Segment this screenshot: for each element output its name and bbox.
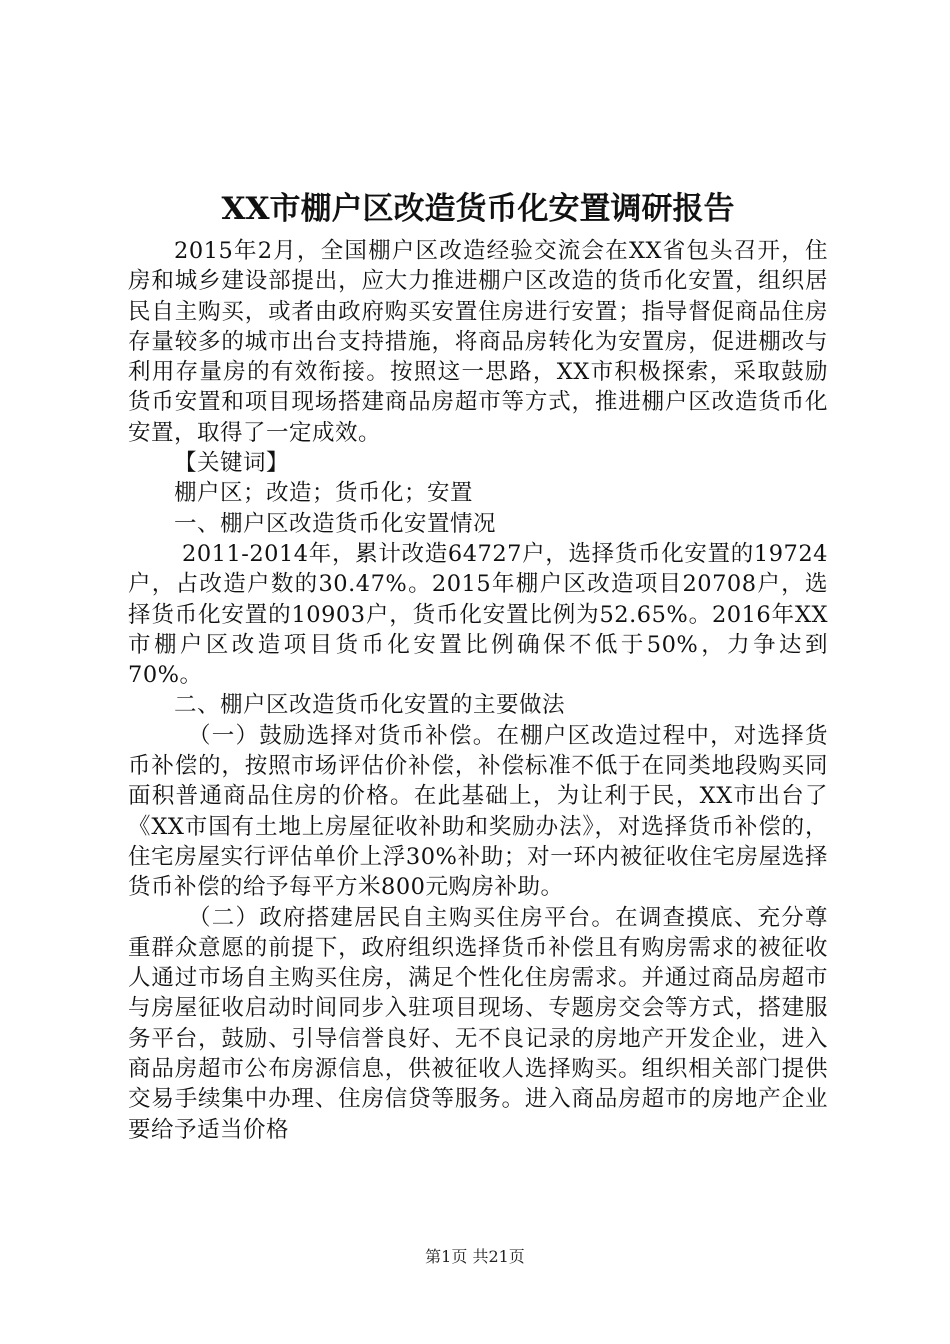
- section-2-item-2: （二）政府搭建居民自主购买住房平台。在调查摸底、充分尊重群众意愿的前提下，政府组织选择货币补偿且有购房需求的被征收人通过市场自主购买住房，满足个性化住房需求。并通过商品房超市与房屋征收启动时间同步入驻项目现场、专题房交会等方式，搭建服务平台，鼓励、引导信誉良好、无不良记录的房地产开发企业，进入商品房超市公布房源信息，供被征收人选择购买。组织相关部门提供交易手续集中办理、住房信贷等服务。进入商品房超市的房地产企业要给予适当价格: [128, 904, 828, 1143]
- section-1-paragraph: 2011-2014年，累计改造64727户，选择货币化安置的19724户，占改造户数的30.47%。2015年棚户区改造项目20708户，选择货币化安置的10903户，货币化安置比例为52.65%。2016年XX市棚户区改造项目货币化安置比例确保不低于50%，力争达到70%。: [128, 540, 828, 689]
- keywords-list: 棚户区；改造；货币化；安置: [174, 480, 474, 507]
- section-heading-1: 一、棚户区改造货币化安置情况: [174, 510, 497, 537]
- intro-paragraph: 2015年2月，全国棚户区改造经验交流会在XX省包头召开，住房和城乡建设部提出，应大力推进棚户区改造的货币化安置，组织居民自主购买，或者由政府购买安置住房进行安置；指导督促商品住房存量较多的城市出台支持措施，将商品房转化为安置房，促进棚改与利用存量房的有效衔接。按照这一思路，XX市积极探索，采取鼓励货币安置和项目现场搭建商品房超市等方式，推进棚户区改造货币化安置，取得了一定成效。: [128, 238, 828, 446]
- section-2-item-1: （一）鼓励选择对货币补偿。在棚户区改造过程中，对选择货币补偿的，按照市场评估价补偿，补偿标准不低于在同类地段购买同面积普通商品住房的价格。在此基础上，为让利于民，XX市出台了《XX市国有土地上房屋征收补助和奖励办法》，对选择货币补偿的，住宅房屋实行评估单价上浮30%补助；对一环内被征收住宅房屋选择货币补偿的给予每平方米800元购房补助。: [128, 722, 828, 901]
- document-page: [128, 180, 828, 1145]
- keywords-heading: 【关键词】: [174, 450, 290, 477]
- page-footer: 第1页 共21页: [425, 1247, 525, 1266]
- section-heading-2: 二、棚户区改造货币化安置的主要做法: [174, 692, 566, 719]
- document-title: XX市棚户区改造货币化安置调研报告: [221, 191, 735, 227]
